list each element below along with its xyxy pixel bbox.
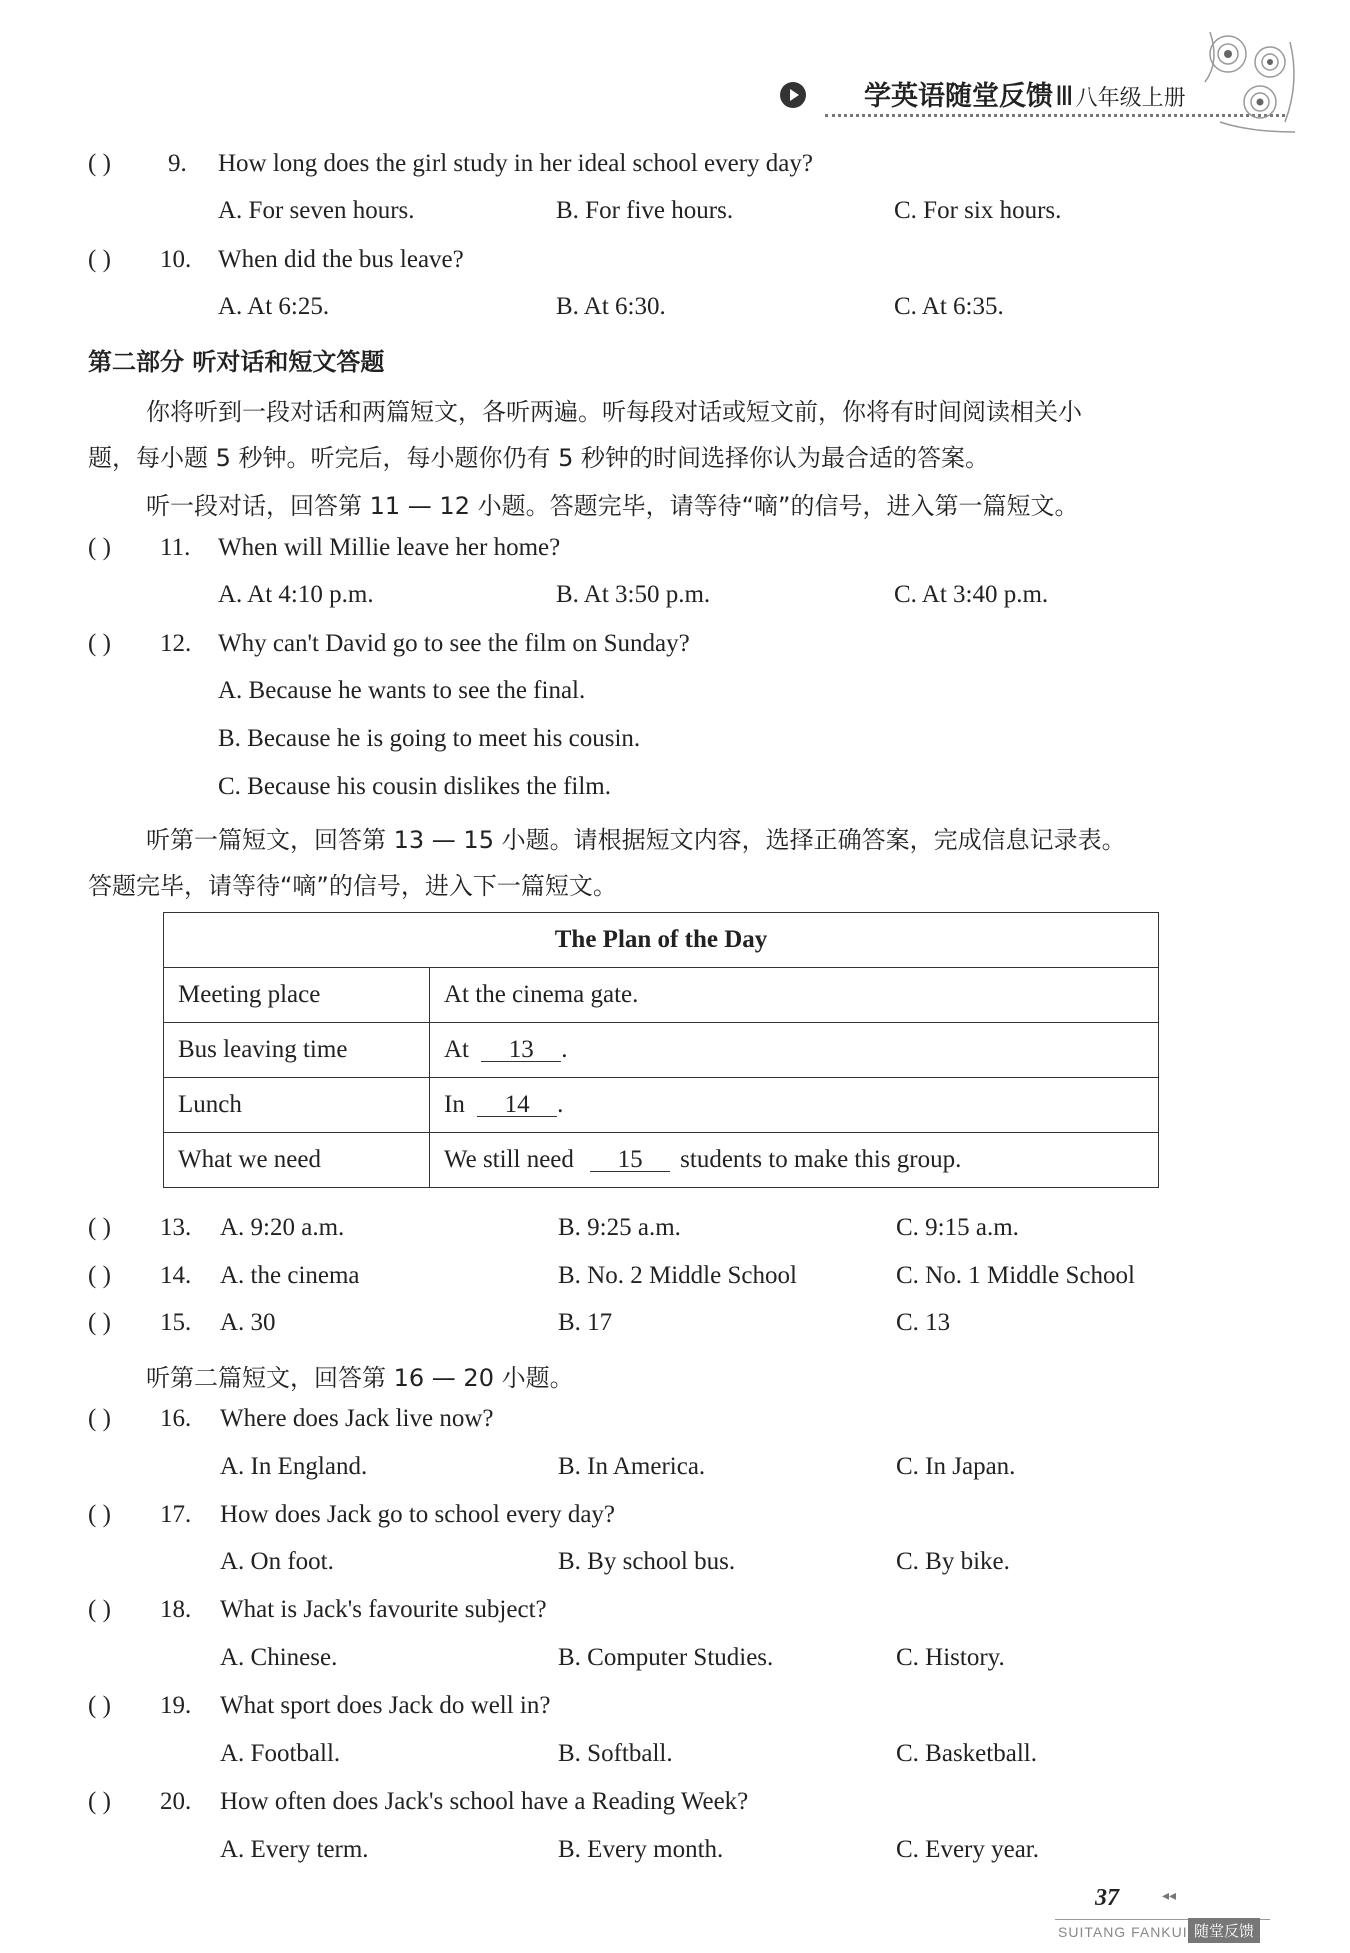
instructions: 题，每小题 5 秒钟。听完后，每小题你仍有 5 秒钟的时间选择你认为最合适的答案。 — [88, 444, 990, 472]
table-row: Bus leaving time At 13 . — [164, 1023, 1159, 1078]
question-17-options: A. On foot. B. By school bus. C. By bike. — [220, 1548, 1010, 1575]
instructions: 听一段对话，回答第 11 — 12 小题。答题完毕，请等待“嘀”的信号，进入第一篇短文。 — [146, 492, 1079, 520]
question-16-options: A. In England. B. In America. C. In Japan. — [220, 1453, 1016, 1480]
question-12-option-a: A. Because he wants to see the final. — [218, 677, 586, 704]
section-heading: 第二部分 听对话和短文答题 — [88, 348, 385, 376]
flower-decoration-icon — [1200, 22, 1310, 142]
footer-badge: 随堂反馈 — [1188, 1918, 1260, 1943]
table-title: The Plan of the Day — [164, 913, 1159, 968]
question-20-options: A. Every term. B. Every month. C. Every year. — [220, 1836, 1040, 1863]
answer-bracket[interactable]: ( ) — [88, 534, 111, 561]
page-number: 37 — [1095, 1885, 1119, 1911]
answer-bracket[interactable]: ( ) — [88, 1309, 111, 1336]
question-18-options: A. Chinese. B. Computer Studies. C. History. — [220, 1644, 1005, 1671]
plan-table — [163, 912, 1159, 1188]
answer-bracket[interactable]: ( ) — [88, 1262, 111, 1289]
fill-blank[interactable]: 14 — [477, 1094, 557, 1117]
question-12-option-b: B. Because he is going to meet his cousin. — [218, 725, 641, 752]
question-19-options: A. Football. B. Softball. C. Basketball. — [220, 1740, 1037, 1767]
question-11-options: A. At 4:10 p.m. B. At 3:50 p.m. C. At 3:40 p.m. — [218, 581, 1049, 608]
answer-bracket[interactable]: ( ) — [88, 1788, 111, 1815]
instructions: 听第二篇短文，回答第 16 — 20 小题。 — [146, 1364, 574, 1392]
play-icon — [780, 82, 806, 108]
table-row: Meeting place At the cinema gate. — [164, 968, 1159, 1023]
header-title: 学英语随堂反馈Ⅲ八年级上册 — [864, 81, 1186, 112]
answer-bracket[interactable]: ( ) — [88, 630, 111, 657]
question-10-options: A. At 6:25. B. At 6:30. C. At 6:35. — [218, 293, 1004, 320]
double-arrow-left-icon: ◂◂ — [1162, 1889, 1177, 1904]
footer-brand: SUITANG FANKUI — [1058, 1924, 1188, 1940]
answer-bracket[interactable]: ( ) — [88, 246, 111, 273]
table-row: What we need We still need 15 students to make this group. — [164, 1133, 1159, 1188]
table-row: Lunch In 14 . — [164, 1078, 1159, 1133]
answer-bracket[interactable]: ( ) — [88, 1501, 111, 1528]
answer-bracket[interactable]: ( ) — [88, 1405, 111, 1432]
fill-blank[interactable]: 13 — [481, 1039, 561, 1062]
instructions: 听第一篇短文，回答第 13 — 15 小题。请根据短文内容，选择正确答案，完成信息记录表。 — [146, 826, 1126, 854]
instructions: 答题完毕，请等待“嘀”的信号，进入下一篇短文。 — [88, 872, 617, 900]
answer-bracket[interactable]: ( ) — [88, 1692, 111, 1719]
fill-blank[interactable]: 15 — [590, 1149, 670, 1172]
answer-bracket[interactable]: ( ) — [88, 1214, 111, 1241]
question-9-options: A. For seven hours. B. For five hours. C. For six hours. — [218, 197, 1062, 224]
answer-bracket[interactable]: ( ) — [88, 1596, 111, 1623]
question-12-option-c: C. Because his cousin dislikes the film. — [218, 773, 612, 800]
answer-bracket[interactable]: ( ) — [88, 150, 111, 177]
instructions: 你将听到一段对话和两篇短文，各听两遍。听每段对话或短文前，你将有时间阅读相关小 — [146, 398, 1082, 426]
